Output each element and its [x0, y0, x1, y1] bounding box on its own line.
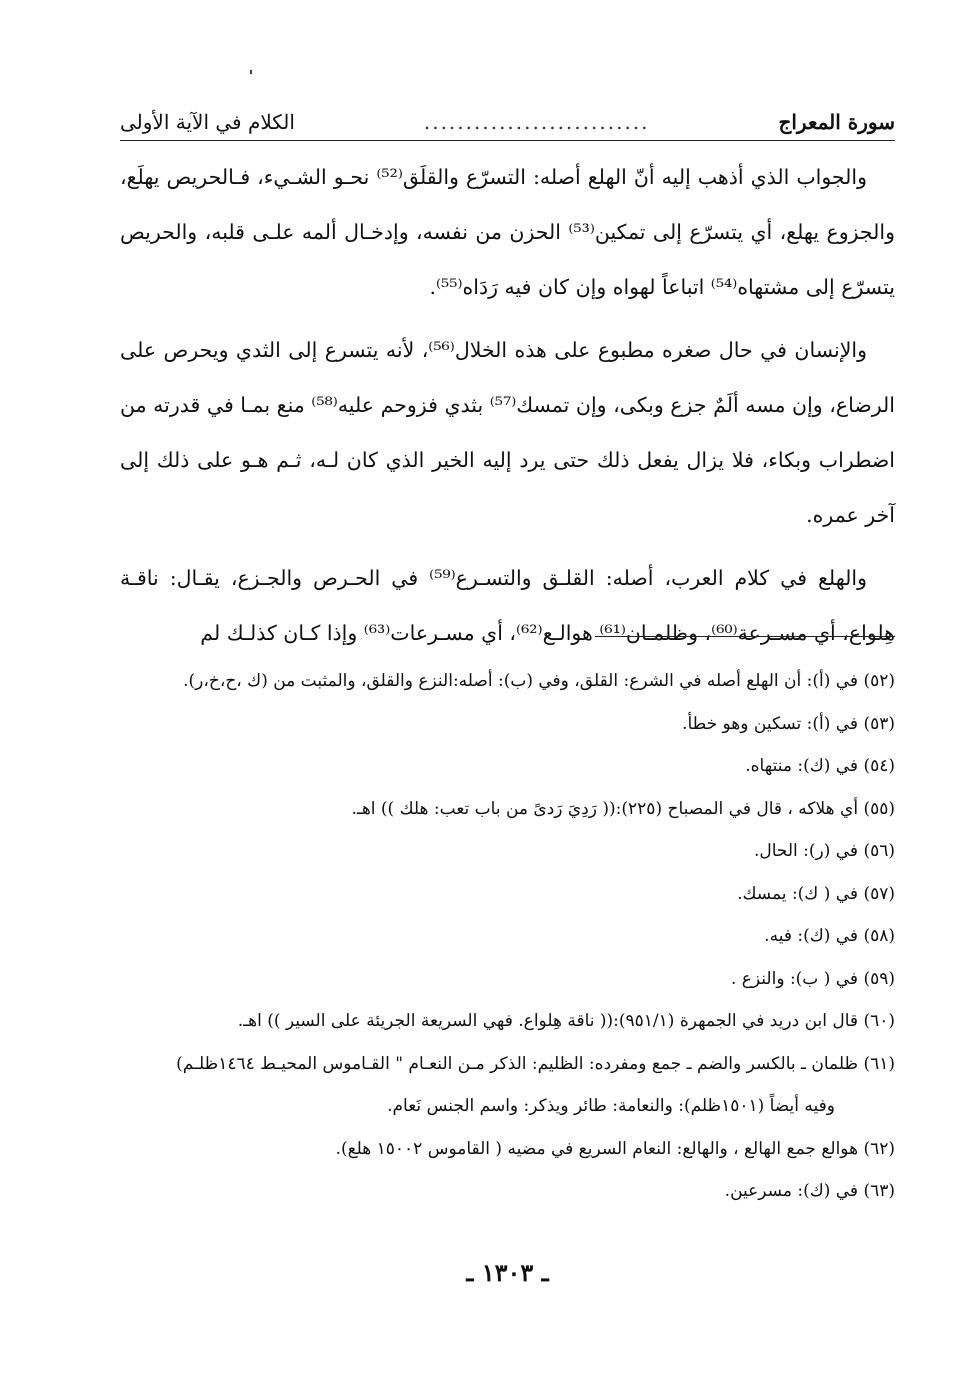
footnote-56: (٥٦) في (ر): الحال. [753, 841, 895, 861]
footnote-55: (٥٥) أي هلاكه ، قال في المصباح (٢٢٥):(( رَدِيَ رَدىً من باب تعب: هلك )) اهـ. [351, 798, 895, 819]
footnote-58: (٥٨) في (ك): فيه. [764, 926, 895, 946]
paragraph-1: والجواب الذي أذهب إليه أنّ الهلع أصله: التسرّع والقلَق⁽⁵²⁾ نحـو الشـيء، فـالحريص يهلَع، والجزوع يهلع، أي يتسرّع إلى تمكين⁽⁵³⁾ الحزن من نفسه، وإدخـال ألمه علـى قلبه، والحريص يتسرّع إلى مشتهاه⁽⁵⁴⁾ اتباعاً لهواه وإن كان فيه رَدَاه⁽⁵⁵⁾. [120, 165, 895, 299]
body-text [120, 150, 895, 669]
footnote-61-continued: وفيه أيضاً (١٥٠١ظلم): والنعامة: طائر ويذكر: واسم الجنس نَعام. [387, 1096, 835, 1116]
header-surah: سورة المعراج [778, 110, 895, 134]
footnote-57: (٥٧) في ( ك): يمسك. [737, 883, 895, 904]
footnote-separator [595, 636, 895, 637]
footnote-61: (٦١) ظلمان ـ بالكسر والضم ـ جمع ومفرده: الظليم: الذكر مـن النعـام " القـاموس المحيـط ١٤٦٤ظلـم) [176, 1053, 895, 1074]
running-header [120, 98, 895, 141]
page [120, 0, 895, 1382]
footnote-59: (٥٩) في ( ب): والنزع . [730, 968, 895, 989]
header-dots: ........................... [423, 110, 650, 134]
footnote-60: (٦٠) قال ابن دريد في الجمهرة (٩٥١/١):(( ناقة هِلواع. فهي السريعة الجريئة على السير )) اهـ. [237, 1011, 895, 1031]
footnote-54: (٥٤) في (ك): منتهاه. [745, 756, 895, 776]
paragraph-3: والهلع في كلام العرب، أصله: القلـق والتسـرع⁽⁵⁹⁾ في الحـرص والجـزع، يقـال: ناقـة هِلواع، أي مسـرعة⁽⁶⁰⁾، وظلمـان⁽⁶¹⁾ هوالـع⁽⁶²⁾، أي مسـرعات⁽⁶³⁾ وإذا كـان كذلـك لم [120, 566, 895, 645]
paragraph-2: والإنسان في حال صغره مطبوع على هذه الخلال⁽⁵⁶⁾، لأنه يتسرع إلى الثدي ويحرص على الرضاع، وإن مسه ألَمٌ جزع وبكى، وإن تمسك⁽⁵⁷⁾ بثدي فزوحم عليه⁽⁵⁸⁾ منع بمـا في قدرته من اضطراب وبكاء، فلا يزال يفعل ذلك حتى يرد إليه الخير الذي كان لـه، ثـم هـو على ذلك إلى آخر عمره. [120, 338, 895, 527]
footnote-53: (٥٣) في (أ): تسكين وهو خطأ. [682, 713, 895, 734]
page-number: ـ ١٣٠٣ ـ [466, 1258, 549, 1287]
footnote-52: (٥٢) في (أ): أن الهلع أصله في الشرع: القلق، وفي (ب): أصله:النزع والقلق، والمثبت من (ك ،ح،خ،ر). [183, 671, 895, 691]
footnote-62: (٦٢) هوالع جمع الهالع ، والهالع: النعام السريع في مضيه ( القاموس ١٥٠٠٢ هلع). [335, 1138, 895, 1159]
footnotes [120, 660, 895, 1213]
header-section: الكلام في الآية الأولى [120, 110, 295, 134]
footnote-63: (٦٣) في (ك): مسرعين. [724, 1181, 895, 1201]
